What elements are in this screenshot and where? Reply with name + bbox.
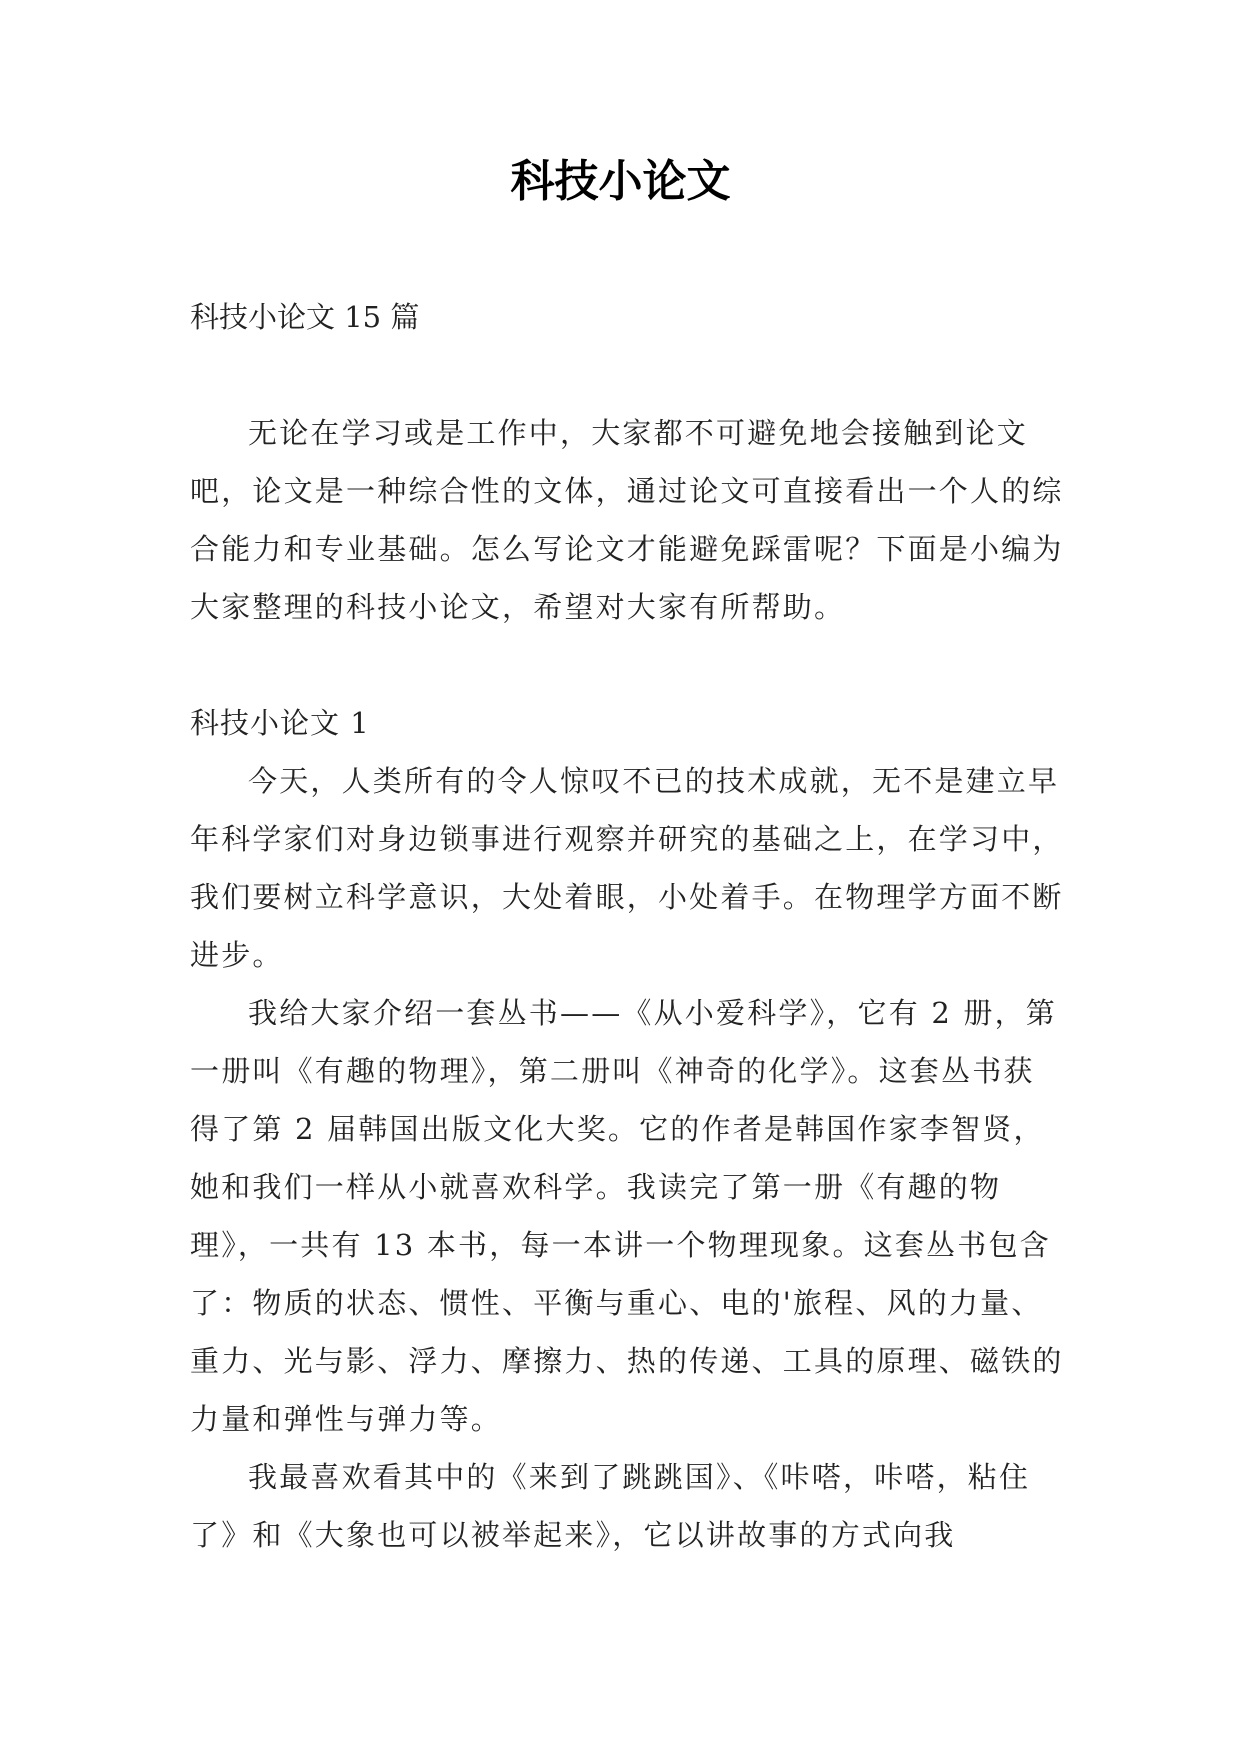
body-paragraph: 今天，人类所有的令人惊叹不已的技术成就，无不是建立早年科学家们对身边锁事进行观察并研究的基础之上，在学习中，我们要树立科学意识，大处着眼，小处着手。在物理学方面不断进步。 xyxy=(190,764,1064,972)
document-body xyxy=(190,288,1065,1564)
body-paragraph: 我最喜欢看其中的《来到了跳跳国》、《咔嗒，咔嗒，粘住了》和《大象也可以被举起来》，它以讲故事的方式向我 xyxy=(190,1460,1031,1552)
section-heading: 科技小论文 1 xyxy=(190,706,370,740)
document-title: 科技小论文 xyxy=(510,156,731,207)
body-paragraph: 我给大家介绍一套丛书——《从小爱科学》，它有 2 册，第一册叫《有趣的物理》，第二册叫《神奇的化学》。这套丛书获得了第 2 届韩国出版文化大奖。它的作者是韩国作家李智贤，她和我们一样从小就喜欢科学。我读完了第一册《有趣的物理》，一共有 13 本书，每一本讲一个物理现象。这套丛书包含了：物质的状态、惯性、平衡与重心、电的'旅程、风的力量、重力、光与影、浮力、摩擦力、热的传递、工具的原理、磁铁的力量和弹性与弹力等。 xyxy=(190,996,1064,1436)
intro-paragraph: 无论在学习或是工作中，大家都不可避免地会接触到论文吧，论文是一种综合性的文体，通过论文可直接看出一个人的综合能力和专业基础。怎么写论文才能避免踩雷呢？下面是小编为大家整理的科技小论文，希望对大家有所帮助。 xyxy=(190,416,1064,624)
document-subtitle: 科技小论文 15 篇 xyxy=(190,300,420,334)
